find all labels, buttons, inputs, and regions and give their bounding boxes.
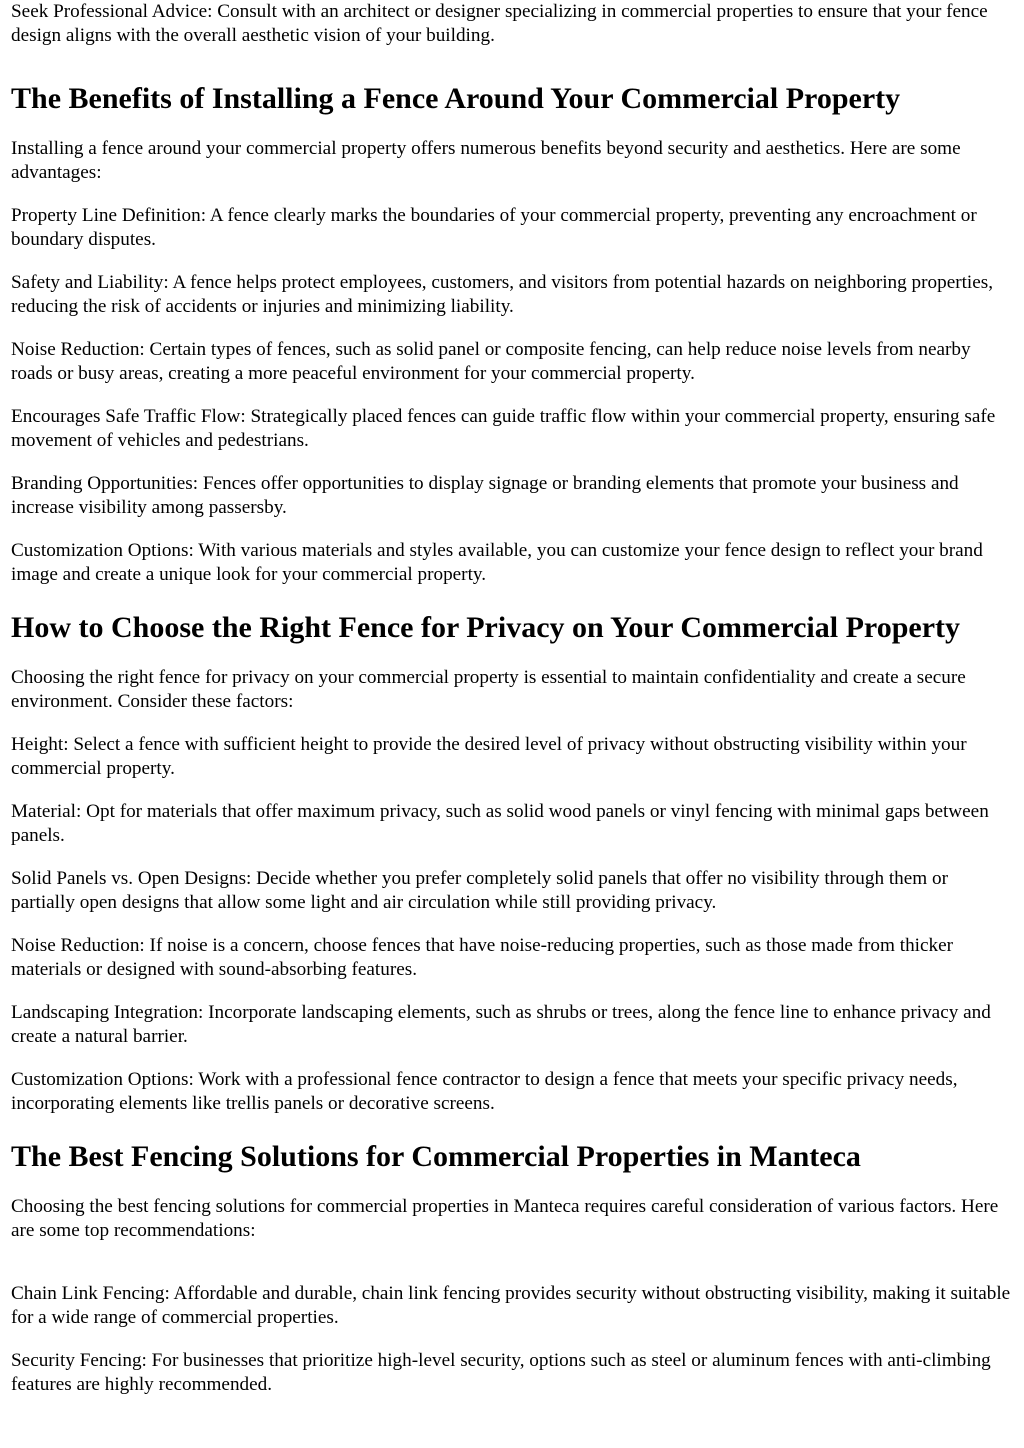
manteca-item-security: Security Fencing: For businesses that prioritize high-level security, options such as steel or aluminum fences with anti-climbing features are highly recommended. — [11, 1350, 991, 1395]
benefits-item-branding: Branding Opportunities: Fences offer opportunities to display signage or branding elements that promote your business and increase visibility among passersby. — [11, 473, 959, 518]
privacy-heading: How to Choose the Right Fence for Privacy on Your Commercial Property — [11, 611, 960, 644]
privacy-item-noise: Noise Reduction: If noise is a concern, choose fences that have noise-reducing properties, such as those made from thicker materials or designed with sound-absorbing features. — [11, 935, 954, 980]
blank-line — [11, 1262, 1013, 1282]
benefits-heading: The Benefits of Installing a Fence Around Your Commercial Property — [11, 82, 901, 115]
privacy-item-customization: Customization Options: Work with a professional fence contractor to design a fence that meets your specific privacy needs, incorporating elements like trellis panels or decorative screens. — [11, 1069, 958, 1114]
privacy-item-solid-vs-open: Solid Panels vs. Open Designs: Decide whether you prefer completely solid panels that offer no visibility through them or partially open designs that allow some light and air circulation while still providing privacy. — [11, 868, 948, 913]
benefits-item-traffic: Encourages Safe Traffic Flow: Strategically placed fences can guide traffic flow within your commercial property, ensuring safe movement of vehicles and pedestrians. — [11, 406, 996, 451]
privacy-item-height: Height: Select a fence with sufficient height to provide the desired level of privacy without obstructing visibility within your commercial property. — [11, 734, 967, 779]
benefits-item-customization: Customization Options: With various materials and styles available, you can customize your fence design to reflect your brand image and create a unique look for your commercial property. — [11, 540, 983, 585]
privacy-item-landscaping: Landscaping Integration: Incorporate landscaping elements, such as shrubs or trees, along the fence line to enhance privacy and create a natural barrier. — [11, 1002, 991, 1047]
benefits-item-noise: Noise Reduction: Certain types of fences, such as solid panel or composite fencing, can help reduce noise levels from nearby roads or busy areas, creating a more peaceful environment for your commercial property. — [11, 339, 971, 384]
privacy-intro: Choosing the right fence for privacy on your commercial property is essential to maintain confidentiality and create a secure environment. Consider these factors: — [11, 667, 966, 712]
manteca-intro: Choosing the best fencing solutions for commercial properties in Manteca requires careful consideration of various factors. Here are some top recommendations: — [11, 1196, 999, 1241]
intro-tail-paragraph: Seek Professional Advice: Consult with an architect or designer specializing in commercial properties to ensure that your fence design aligns with the overall aesthetic vision of your building. — [11, 1, 988, 46]
benefits-item-property-line: Property Line Definition: A fence clearly marks the boundaries of your commercial property, preventing any encroachment or boundary disputes. — [11, 205, 977, 250]
benefits-item-safety: Safety and Liability: A fence helps protect employees, customers, and visitors from potential hazards on neighboring properties, reducing the risk of accidents or injuries and minimizing liability. — [11, 272, 994, 317]
privacy-item-material: Material: Opt for materials that offer maximum privacy, such as solid wood panels or vinyl fencing with minimal gaps between panels. — [11, 801, 989, 846]
manteca-heading: The Best Fencing Solutions for Commercial Properties in Manteca — [11, 1140, 861, 1173]
manteca-item-chain-link: Chain Link Fencing: Affordable and durable, chain link fencing provides security without obstructing visibility, making it suitable for a wide range of commercial properties. — [11, 1283, 1011, 1328]
benefits-intro: Installing a fence around your commercial property offers numerous benefits beyond security and aesthetics. Here are some advantages: — [11, 138, 961, 183]
